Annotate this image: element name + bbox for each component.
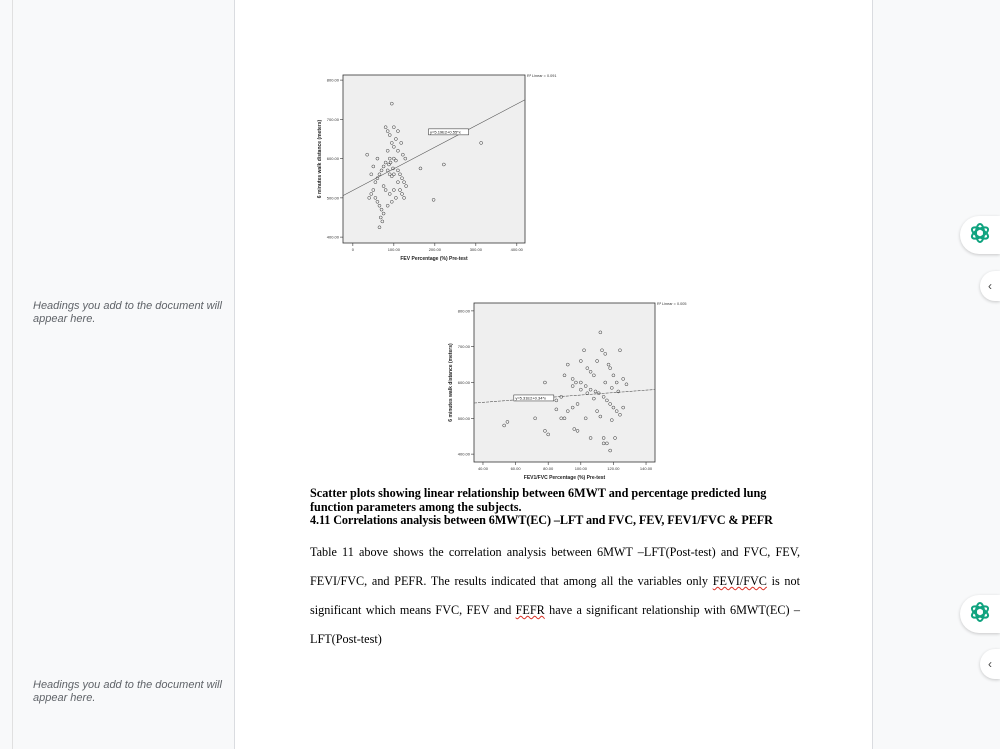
assistant-button[interactable] [960, 595, 1000, 633]
x-tick-label: 140.00 [639, 466, 653, 471]
r-squared-label: R² Linear = 0.091 [527, 74, 557, 78]
y-tick-label: 600.00 [326, 156, 339, 162]
assistant-logo-icon [968, 600, 992, 629]
y-axis-label: 6 minutes walk distance (meters) [448, 343, 454, 422]
plot-area [343, 75, 525, 243]
y-tick-label: 700.00 [457, 344, 470, 350]
chevron-left-icon: ‹ [988, 657, 992, 671]
collapse-button[interactable] [980, 271, 1000, 301]
x-tick-label: 40.00 [477, 466, 488, 471]
outline-hint: Headings you add to the document will appear here. [33, 300, 222, 325]
assistant-logo-icon [968, 221, 992, 250]
y-tick-label: 400.00 [326, 234, 339, 240]
spelling-error[interactable]: FEFR [515, 603, 545, 617]
chart-svg [440, 298, 710, 483]
r-squared-label: R² Linear = 0.005 [657, 302, 687, 306]
plot-area [474, 303, 655, 462]
x-tick-label: 100.00 [574, 466, 587, 471]
fit-equation: y=5.19E2+0.55*x [430, 129, 461, 135]
x-tick-label: 400.00 [510, 247, 523, 252]
x-tick-label: 0 [351, 247, 354, 252]
document-page[interactable] [235, 0, 873, 749]
y-tick-label: 600.00 [457, 380, 470, 385]
scatter-chart-fev1-fvc [440, 298, 710, 483]
chevron-left-icon: ‹ [988, 279, 992, 293]
outline-hint: Headings you add to the document will appear here. [33, 679, 222, 704]
spelling-error[interactable]: FEVI/FVC [712, 574, 767, 588]
y-tick-label: 800.00 [457, 308, 470, 314]
y-tick-label: 800.00 [326, 77, 339, 83]
y-axis-label: 6 minutes walk distance (meters) [317, 119, 323, 199]
x-tick-label: 200.00 [428, 247, 441, 252]
x-tick-label: 300.00 [469, 247, 482, 252]
figure-caption [310, 487, 800, 528]
scatter-chart-fev [310, 65, 570, 270]
document-outline-panel [12, 0, 235, 749]
x-tick-label: 120.00 [607, 466, 620, 471]
chart-svg [310, 65, 570, 270]
y-tick-label: 500.00 [326, 195, 339, 201]
body-paragraph[interactable]: Table 11 above shows the correlation analysis between 6MWT –LFT(Post-test) and FVC, FEV, FEVI/FVC, and PEFR. The results indicated that among all the variables only FEVI/FVC is not significant which means FVC, FEV and FEFR have a significant relationship with 6MWT(EC) –LFT(Post-test) [310, 545, 801, 646]
x-tick-label: 100.00 [387, 247, 400, 252]
y-tick-label: 700.00 [326, 116, 339, 122]
x-axis-label: FEV Percentage (%) Pre-test [400, 256, 468, 262]
y-tick-label: 500.00 [457, 415, 470, 421]
x-tick-label: 60.00 [510, 466, 521, 471]
section-heading: 4.11 Correlations analysis between 6MWT(EC) –LFT and FVC, FEV, FEV1/FVC & PEFR [310, 513, 773, 527]
x-tick-label: 80.00 [543, 466, 554, 471]
caption-text: Scatter plots showing linear relationship between 6MWT and percentage predicted lung function parameters among the subjects. [310, 486, 767, 514]
fit-equation: y=5.31E2+0.34*x [515, 395, 547, 401]
collapse-button[interactable] [980, 649, 1000, 679]
assistant-button[interactable] [960, 216, 1000, 254]
y-tick-label: 400.00 [457, 451, 470, 457]
x-axis-label: FEV1/FVC Percentage (%) Pre-test [523, 475, 606, 481]
